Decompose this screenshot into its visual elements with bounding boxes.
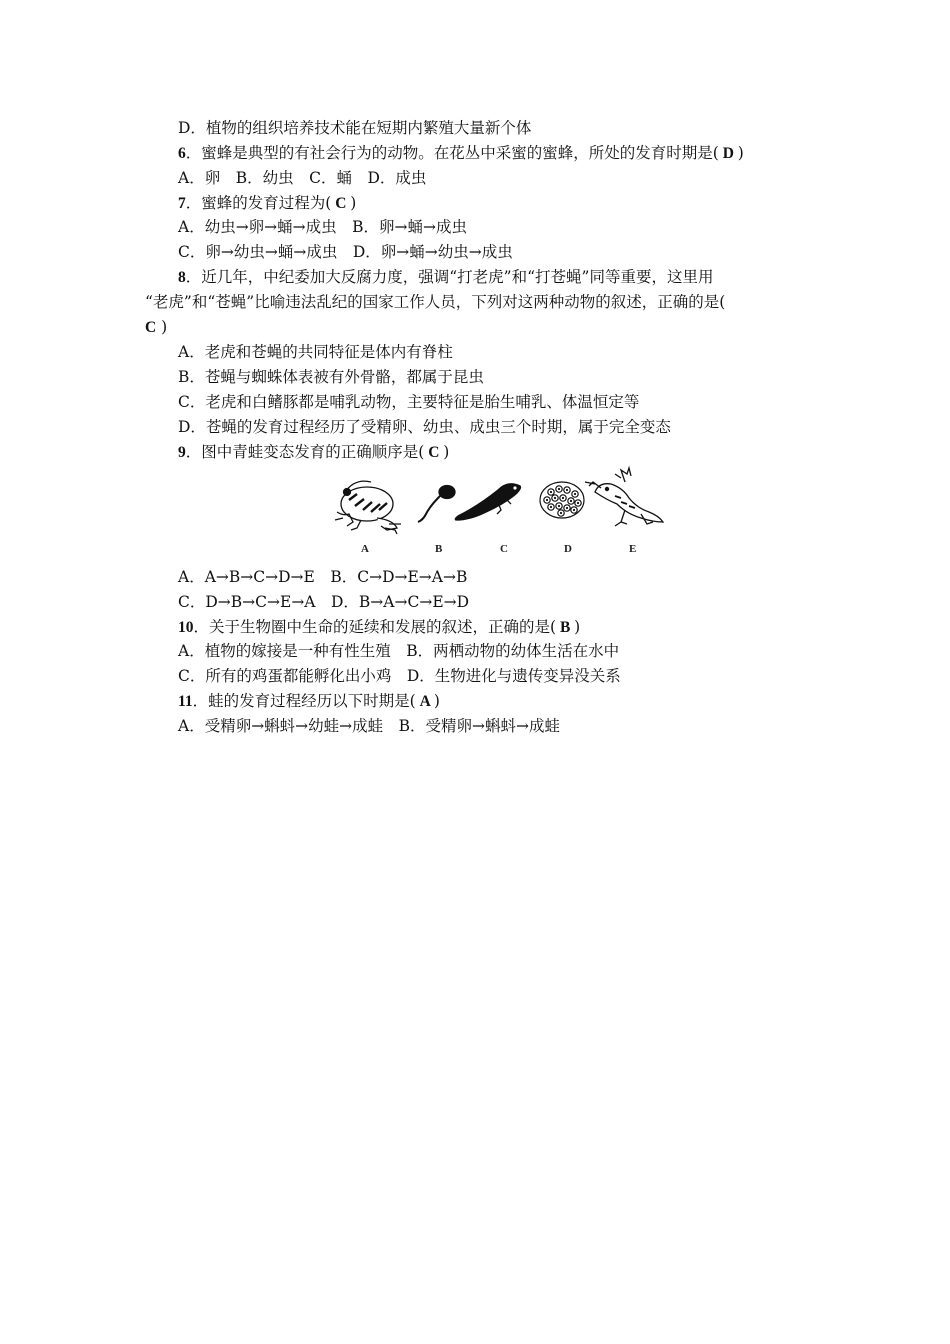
answer: A <box>415 693 434 710</box>
paren: ) <box>433 692 440 710</box>
frog-eggs-image <box>540 482 584 518</box>
question-stem: ．关于生物圈中生命的延续和发展的叙述，正确的是( <box>193 618 557 636</box>
question-8-option-d: D．苍蝇的发育过程经历了受精卵、幼虫、成虫三个时期，属于完全变态 <box>178 418 671 436</box>
answer: B <box>556 619 575 636</box>
question-number: 8 <box>178 269 186 286</box>
question-10 <box>178 617 580 638</box>
figure-label-c: C <box>500 543 508 555</box>
paren: ) <box>156 318 168 336</box>
question-number: 7 <box>178 195 186 212</box>
frog-stages-illustration <box>325 462 670 560</box>
question-number: 10 <box>178 619 194 636</box>
question-stem: ．蜜蜂是典型的有社会行为的动物。在花丛中采蜜的蜜蜂，所处的发育时期是( <box>185 144 719 162</box>
figure-label-d: D <box>564 543 572 555</box>
paren: ) <box>737 144 744 162</box>
question-11 <box>178 691 440 712</box>
question-9-options-1: A．A→B→C→D→E B．C→D→E→A→B <box>178 568 468 586</box>
question-number: 9 <box>178 444 186 461</box>
answer: C <box>145 319 157 336</box>
question-9 <box>178 442 449 463</box>
question-8 <box>178 267 713 288</box>
question-10-options-1: A．植物的嫁接是一种有性生殖 B．两栖动物的幼体生活在水中 <box>178 642 620 660</box>
question-7 <box>178 193 356 214</box>
frog-development-figure <box>325 462 670 560</box>
question-number: 11 <box>178 693 193 710</box>
question-8-option-a: A．老虎和苍蝇的共同特征是体内有脊柱 <box>178 343 453 361</box>
paren: ) <box>574 618 581 636</box>
question-8-option-c: C．老虎和白鳍豚都是哺乳动物，主要特征是胎生哺乳、体温恒定等 <box>178 393 640 411</box>
question-stem: ．蛙的发育过程经历以下时期是( <box>192 692 416 710</box>
question-8-option-b: B．苍蝇与蜘蛛体表被有外骨骼，都属于昆虫 <box>178 368 484 386</box>
question-stem: ．近几年，中纪委加大反腐力度，强调“打老虎”和“打苍蝇”同等重要，这里用 <box>185 268 714 286</box>
answer: D <box>718 145 738 162</box>
tadpole-image <box>418 486 455 523</box>
question-6-options: A．卵 B．幼虫 C．蛹 D．成虫 <box>178 169 427 187</box>
question-11-options: A．受精卵→蝌蚪→幼蛙→成蛙 B．受精卵→蝌蚪→成蛙 <box>178 717 561 735</box>
question-8-cont: “老虎”和“苍蝇”比喻违法乱纪的国家工作人员，下列对这两种动物的叙述，正确的是( <box>145 293 726 311</box>
answer: C <box>424 444 444 461</box>
late-tadpole-image <box>455 484 520 520</box>
question-7-options-1: A．幼虫→卵→蛹→成虫 B．卵→蛹→成虫 <box>178 218 468 236</box>
question-8-answer-line <box>145 317 167 338</box>
figure-label-a: A <box>361 543 369 555</box>
question-6 <box>178 143 744 164</box>
question-number: 6 <box>178 145 186 162</box>
q5-option-d: D．植物的组织培养技术能在短期内繁殖大量新个体 <box>178 119 532 137</box>
question-7-options-2: C．卵→幼虫→蛹→成虫 D．卵→蛹→幼虫→成虫 <box>178 243 513 261</box>
figure-label-e: E <box>629 543 637 555</box>
paren: ) <box>443 443 450 461</box>
paren: ) <box>350 194 357 212</box>
question-9-options-2: C．D→B→C→E→A D．B→A→C→E→D <box>178 593 470 611</box>
figure-label-b: B <box>435 543 443 555</box>
question-10-options-2: C．所有的鸡蛋都能孵化出小鸡 D．生物进化与遗传变异没关系 <box>178 667 621 685</box>
question-stem: ．蜜蜂的发育过程为( <box>185 194 332 212</box>
question-stem: ．图中青蛙变态发育的正确顺序是( <box>185 443 425 461</box>
froglet-image <box>585 468 663 526</box>
adult-frog-image <box>335 481 401 534</box>
answer: C <box>331 195 351 212</box>
